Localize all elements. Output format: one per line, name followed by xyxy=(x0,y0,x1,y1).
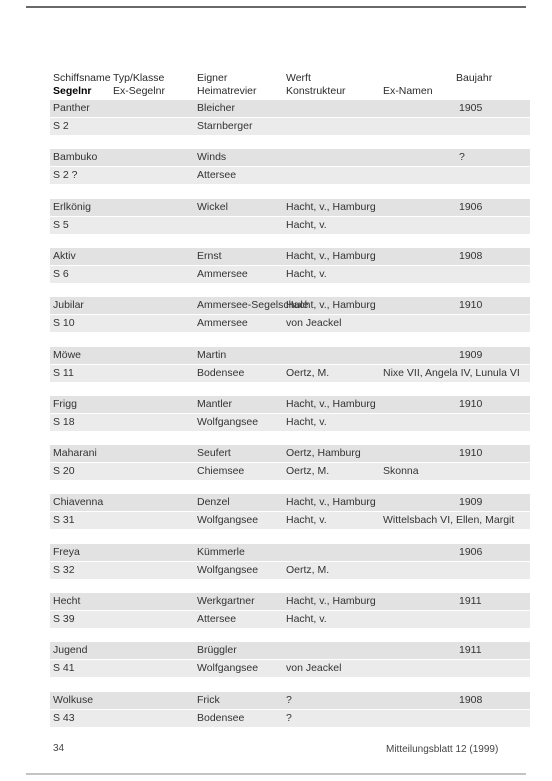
home-waters: Ammersee xyxy=(197,317,248,330)
home-waters: Wolfgangsee xyxy=(197,415,259,428)
sail-number: S 20 xyxy=(53,465,75,478)
publication-title: Mitteilungsblatt 12 (1999) xyxy=(386,744,499,755)
owner: Martin xyxy=(197,348,227,361)
header-eigner: Eigner xyxy=(197,72,228,84)
row-shading xyxy=(50,149,530,166)
owner: Werkgartner xyxy=(197,595,255,607)
sail-number: S 32 xyxy=(53,563,75,576)
row-shading xyxy=(50,118,530,135)
boat-name: Erlkönig xyxy=(53,200,91,213)
designer: ? xyxy=(286,711,292,724)
boat-name: Maharani xyxy=(53,447,97,460)
build-year: 1911 xyxy=(459,644,482,657)
row-shading xyxy=(50,100,530,117)
page-number: 34 xyxy=(53,743,65,754)
shipyard: Hacht, v., Hamburg xyxy=(286,496,376,509)
build-year: 1908 xyxy=(459,693,483,706)
table-row xyxy=(0,544,552,580)
sail-number: S 18 xyxy=(53,415,75,428)
boat-name: Frigg xyxy=(53,397,77,410)
boat-name: Jugend xyxy=(53,644,88,657)
sail-number: S 2 ? xyxy=(53,169,78,182)
row-shading xyxy=(50,167,530,184)
designer: Hacht, v. xyxy=(286,613,327,625)
home-waters: Attersee xyxy=(197,169,237,182)
top-edge-rule xyxy=(26,6,526,8)
owner: Brüggler xyxy=(197,644,237,657)
designer: von Jeackel xyxy=(286,317,342,330)
home-waters: Wolfgangsee xyxy=(197,662,259,675)
sail-number: S 5 xyxy=(53,218,69,231)
designer: Hacht, v. xyxy=(286,415,327,428)
row-shading xyxy=(50,347,530,364)
former-names: Nixe VII, Angela IV, Lunula VI xyxy=(383,366,520,379)
home-waters: Chiemsee xyxy=(197,465,245,478)
shipyard: Hacht, v., Hamburg xyxy=(286,595,376,607)
header-schiffsname: Schiffsname xyxy=(53,72,111,84)
table-row xyxy=(0,692,552,728)
build-year: 1908 xyxy=(459,249,483,262)
home-waters: Bodensee xyxy=(197,711,245,724)
owner: Frick xyxy=(197,693,220,706)
header-werft: Werft xyxy=(286,72,311,84)
build-year: 1911 xyxy=(459,595,482,607)
boat-name: Hecht xyxy=(53,595,81,607)
row-shading xyxy=(50,544,530,561)
shipyard: ? xyxy=(286,693,292,706)
build-year: 1910 xyxy=(459,397,483,410)
sail-number: S 10 xyxy=(53,317,75,330)
table-row xyxy=(0,642,552,678)
build-year: ? xyxy=(459,151,465,164)
build-year: 1909 xyxy=(459,496,483,509)
table-row xyxy=(0,593,552,629)
header-ex-segelnr: Ex-Segelnr xyxy=(113,85,165,97)
boat-name: Freya xyxy=(53,545,80,558)
table-row xyxy=(0,149,552,185)
build-year: 1906 xyxy=(459,545,483,558)
owner: Seufert xyxy=(197,447,231,460)
shipyard: Hacht, v., Hamburg xyxy=(286,200,376,213)
bottom-edge-rule xyxy=(26,773,526,775)
owner: Denzel xyxy=(197,496,230,509)
boat-name: Möwe xyxy=(53,348,82,361)
header-segelnr: Segelnr xyxy=(53,85,92,97)
shipyard: Hacht, v., Hamburg xyxy=(286,397,376,410)
table-row xyxy=(0,445,552,481)
boat-name: Bambuko xyxy=(53,151,98,164)
owner: Kümmerle xyxy=(197,545,245,558)
sail-number: S 41 xyxy=(53,662,75,675)
sail-number: S 2 xyxy=(53,120,69,132)
designer: Hacht, v. xyxy=(286,267,327,280)
boat-name: Aktiv xyxy=(53,249,76,262)
owner: Ammersee-Segelschule xyxy=(197,299,309,312)
table-row xyxy=(0,494,552,530)
owner: Mantler xyxy=(197,397,233,410)
sail-number: S 39 xyxy=(53,613,75,625)
shipyard: Hacht, v., Hamburg xyxy=(286,249,376,262)
designer: Oertz, M. xyxy=(286,366,330,379)
former-names: Skonna xyxy=(383,465,419,478)
table-row xyxy=(0,248,552,284)
build-year: 1906 xyxy=(459,200,483,213)
header-heimatrevier: Heimatrevier xyxy=(197,85,257,97)
table-row xyxy=(0,396,552,432)
page-footer xyxy=(0,743,552,759)
home-waters: Wolfgangsee xyxy=(197,514,259,527)
home-waters: Ammersee xyxy=(197,267,248,280)
designer: von Jeackel xyxy=(286,662,342,675)
shipyard: Oertz, Hamburg xyxy=(286,447,361,460)
header-baujahr: Baujahr xyxy=(456,72,493,84)
boat-name: Jubilar xyxy=(53,299,84,312)
table-row xyxy=(0,100,552,136)
sail-number: S 6 xyxy=(53,267,69,280)
header-ex-namen: Ex-Namen xyxy=(383,85,433,97)
home-waters: Bodensee xyxy=(197,366,245,379)
home-waters: Starnberger xyxy=(197,120,253,132)
designer: Hacht, v. xyxy=(286,218,327,231)
sail-number: S 11 xyxy=(53,366,74,379)
build-year: 1910 xyxy=(459,299,483,312)
owner: Bleicher xyxy=(197,102,235,114)
home-waters: Attersee xyxy=(197,613,237,625)
header-typ-klasse: Typ/Klasse xyxy=(113,72,165,84)
boat-name: Panther xyxy=(53,102,90,114)
build-year: 1905 xyxy=(459,102,483,114)
table-row xyxy=(0,297,552,333)
designer: Oertz, M. xyxy=(286,465,330,478)
designer: Oertz, M. xyxy=(286,563,330,576)
boat-name: Wolkuse xyxy=(53,693,94,706)
build-year: 1910 xyxy=(459,447,483,460)
former-names: Wittelsbach VI, Ellen, Margit xyxy=(383,514,515,527)
table-row xyxy=(0,347,552,383)
row-shading xyxy=(50,642,530,659)
sail-number: S 31 xyxy=(53,514,75,527)
table-row xyxy=(0,199,552,235)
home-waters: Wolfgangsee xyxy=(197,563,259,576)
owner: Ernst xyxy=(197,249,222,262)
shipyard: Hacht, v., Hamburg xyxy=(286,299,376,312)
header-konstrukteur: Konstrukteur xyxy=(286,85,346,97)
owner: Winds xyxy=(197,151,227,164)
designer: Hacht, v. xyxy=(286,514,327,527)
sail-number: S 43 xyxy=(53,711,75,724)
owner: Wickel xyxy=(197,200,228,213)
boat-name: Chiavenna xyxy=(53,496,104,509)
table-header xyxy=(0,70,552,104)
build-year: 1909 xyxy=(459,348,483,361)
